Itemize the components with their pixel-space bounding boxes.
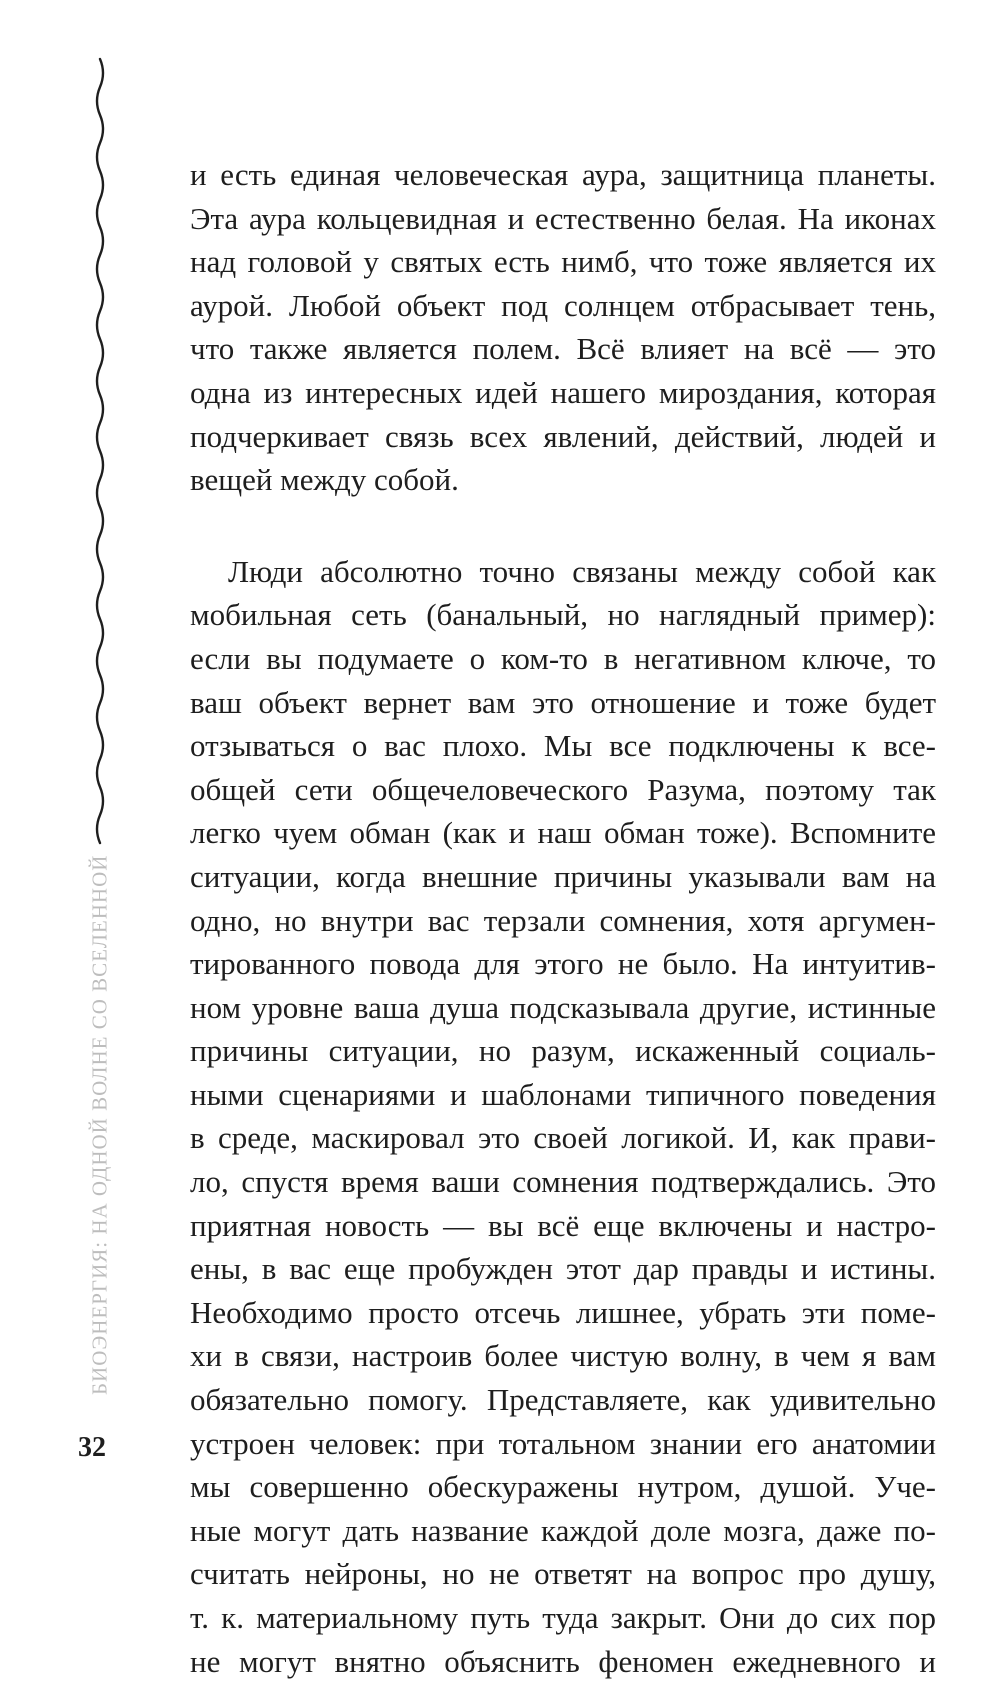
text-line: причины ситуации, но разум, искаженный социаль- — [190, 1033, 936, 1069]
paragraph-1 — [190, 153, 936, 502]
text-line: одна из интересных идей нашего мироздания, которая — [190, 374, 936, 410]
text-line: ситуации, когда внешние причины указывали вам на — [190, 858, 936, 894]
text-line: ены, в вас еще пробужден этот дар правды и истины. — [190, 1251, 936, 1287]
text-line: мы совершенно обескуражены нутром, душой. Уче- — [190, 1469, 936, 1505]
text-line: отзываться о вас плохо. Мы все подключены к все- — [190, 728, 936, 764]
text-line: ном уровне ваша душа подсказывала другие, истинные — [190, 989, 936, 1025]
text-line: вещей между собой. — [190, 462, 459, 498]
text-line: аурой. Любой объект под солнцем отбрасывает тень, — [190, 287, 936, 323]
text-line: ными сценариями и шаблонами типичного поведения — [190, 1076, 936, 1112]
text-line: ло, спустя время ваши сомнения подтверждались. Это — [190, 1164, 936, 1200]
text-line: легко чуем обман (как и наш обман тоже). Вспомните — [190, 815, 936, 851]
text-line: т. к. материальному путь туда закрыт. Они до сих пор — [190, 1600, 936, 1635]
text-line: приятная новость — вы всё еще включены и настро- — [190, 1207, 936, 1243]
text-line: над головой у святых есть нимб, что тоже является их — [190, 244, 936, 280]
text-line: и есть единая человеческая аура, защитница планеты. — [190, 157, 936, 192]
paragraph-2 — [190, 550, 936, 1683]
text-line: не могут внятно объяснить феномен ежедневного и — [190, 1643, 936, 1679]
wavy-line-ornament — [80, 55, 120, 855]
text-line: Необходимо просто отсечь лишнее, убрать эти поме- — [190, 1294, 936, 1330]
text-line: обязательно помогу. Представляете, как удивительно — [190, 1382, 936, 1418]
text-line: ные могут дать название каждой доле мозга, даже по- — [190, 1512, 936, 1548]
text-line: ваш объект вернет вам это отношение и тоже будет — [190, 684, 936, 720]
text-line: Люди абсолютно точно связаны между собой как — [228, 553, 936, 589]
text-line: тированного повода для этого не было. На интуитив- — [190, 946, 936, 982]
text-line: общей сети общечеловеческого Разума, поэтому так — [190, 771, 936, 807]
paragraph-gap — [190, 502, 936, 550]
text-line: одно, но внутри вас терзали сомнения, хотя аргумен- — [190, 902, 936, 938]
text-line: если вы подумаете о ком-то в негативном ключе, то — [190, 640, 936, 676]
text-line: считать нейроны, но не ответят на вопрос про душу, — [190, 1556, 936, 1592]
text-line: мобильная сеть (банальный, но наглядный пример): — [190, 597, 936, 633]
running-head-text: БИОЭНЕРГИЯ: НА ОДНОЙ ВОЛНЕ СО ВСЕЛЕННОЙ — [87, 854, 112, 1395]
text-line: в среде, маскировал это своей логикой. И, как прави- — [190, 1120, 936, 1156]
page-number: 32 — [78, 1432, 106, 1463]
text-line: хи в связи, настроив более чистую волну, в чем я вам — [190, 1338, 936, 1374]
text-line: подчеркивает связь всех явлений, действий, людей и — [190, 418, 936, 454]
body-text — [190, 153, 936, 1683]
text-line: что также является полем. Всё влияет на всё — это — [190, 331, 936, 367]
text-line: устроен человек: при тотальном знании его анатомии — [190, 1425, 936, 1461]
running-head — [80, 854, 120, 1420]
text-line: Эта аура кольцевидная и естественно белая. На иконах — [190, 200, 936, 236]
